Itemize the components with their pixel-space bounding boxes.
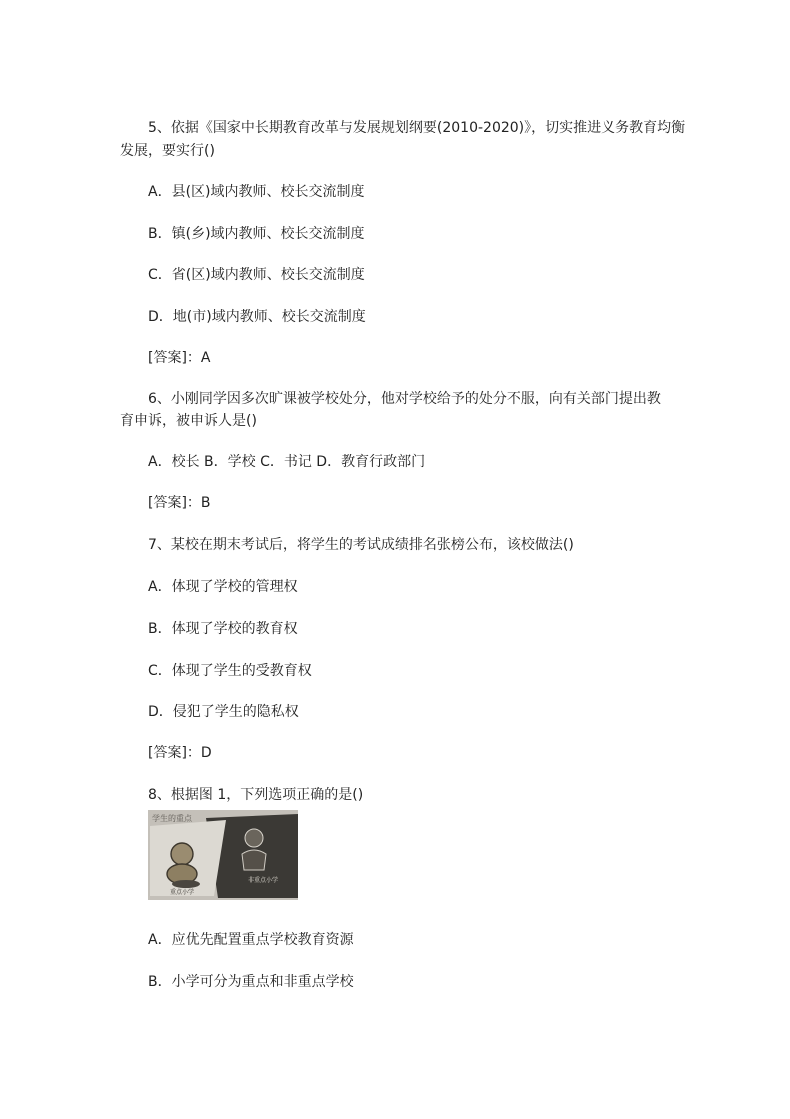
figure-label-left: 重点小学	[170, 889, 195, 896]
q8-option-a: A．应优先配置重点学校教育资源	[148, 932, 354, 948]
q7-option-a: A．体现了学校的管理权	[148, 579, 298, 595]
q6-options: A．校长 B．学校 C．书记 D．教育行政部门	[148, 454, 426, 470]
figure-1-image	[148, 810, 298, 900]
q7-option-d: D．侵犯了学生的隐私权	[148, 704, 299, 720]
q6-stem-line1: 6、小刚同学因多次旷课被学校处分，他对学校给予的处分不服，向有关部门提出教	[148, 391, 661, 407]
q7-option-b: B．体现了学校的教育权	[148, 621, 298, 637]
q8-option-b: B．小学可分为重点和非重点学校	[148, 974, 354, 990]
q5-option-a: A．县(区)域内教师、校长交流制度	[148, 184, 365, 200]
q5-option-c: C．省(区)域内教师、校长交流制度	[148, 267, 365, 283]
q7-answer: [答案]：D	[148, 745, 212, 761]
figure-caption-top: 学生的重点	[152, 814, 192, 823]
q5-answer: [答案]：A	[148, 350, 211, 366]
q6-answer: [答案]：B	[148, 495, 211, 511]
q8-stem: 8、根据图 1，下列选项正确的是()	[148, 787, 364, 803]
q5-option-b: B．镇(乡)域内教师、校长交流制度	[148, 226, 365, 242]
q5-stem-line1: 5、依据《国家中长期教育改革与发展规划纲要(2010-2020)》，切实推进义务教育均衡	[148, 120, 686, 136]
q6-stem-line2: 育申诉，被申诉人是()	[120, 413, 257, 429]
q5-stem-line2: 发展，要实行()	[120, 143, 215, 159]
q7-option-c: C．体现了学生的受教育权	[148, 663, 312, 679]
q5-option-d: D．地(市)域内教师、校长交流制度	[148, 309, 366, 325]
figure-label-right: 非重点小学	[248, 877, 279, 884]
q7-stem: 7、某校在期末考试后，将学生的考试成绩排名张榜公布，该校做法()	[148, 537, 574, 553]
